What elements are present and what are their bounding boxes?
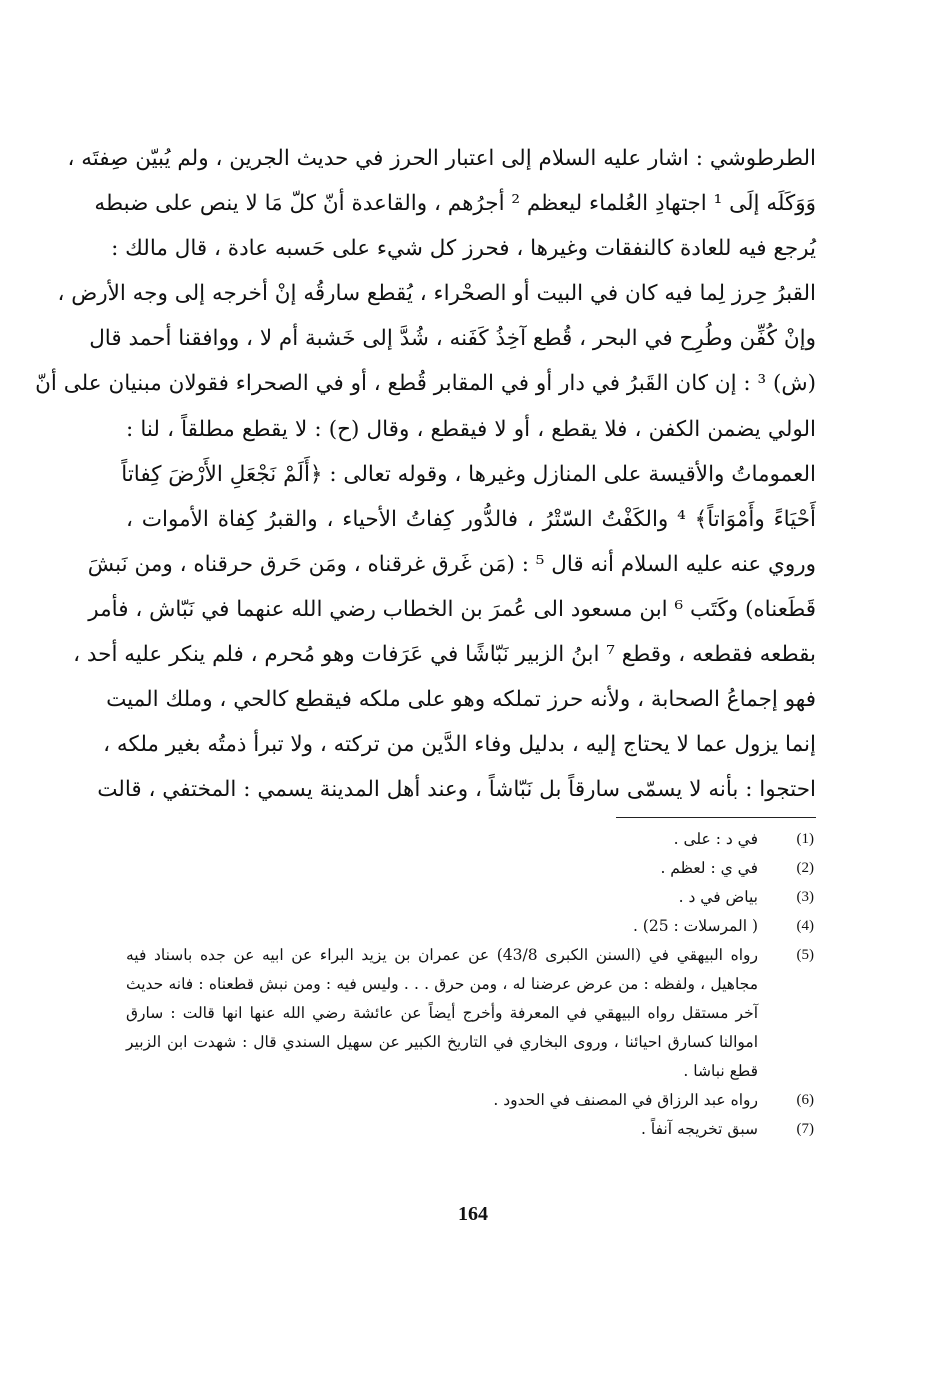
- text-line: فهو إجماعُ الصحابة ، ولأنه حرز تملكه وهو على ملكه فيقطع كالحي ، وملك الميت: [106, 687, 816, 713]
- footnote-text: ( المرسلات : 25) .: [632, 917, 758, 935]
- footnote: [126, 854, 816, 883]
- text-line: قَطَعناه) وكَتَب ⁶ ابن مسعود الى عُمرَ بن الخطاب رضي الله عنهما في نَبّاش ، فأمر: [88, 596, 816, 622]
- footnote: [126, 1086, 816, 1115]
- text-line: وروي عنه عليه السلام أنه قال ⁵ : (مَن غَرق غرقناه ، ومَن حَرق حرقناه ، ومن نَبشَ: [87, 551, 816, 577]
- footnote-text: في د : على .: [673, 830, 758, 848]
- footnote-text: بياض في د .: [678, 888, 758, 906]
- text-line: الولي يضمن الكفن ، فلا يقطع ، أو لا فيقطع ، وقال (ح) : لا يقطع مطلقاً ، لنا :: [126, 416, 816, 442]
- page-number: 164: [458, 1203, 488, 1225]
- footnote-text: رواه عبد الرزاق في المصنف في الحدود .: [493, 1091, 758, 1109]
- footnote-text: رواه البيهقي في (السنن الكبرى 43/8) عن عمران بن يزيد البراء عن ابيه عن جده باسناد فيه مجاهيل ، ولفظه : من عرض عرضنا له ، ومن حرق . . . وليس فيه : ومن نبش قطعناه : فانه حديث آخر مستقل رواه البيهقي في المعرفة وأخرج أيضاً عن عائشة رضي الله عنها انها قالت : سارق اموالنا كسارق احيائنا ، وروى البخاري في التاريخ الكبير عن سهيل السندي قال : شهدت ابن الزبير قطع نباشا .: [126, 946, 758, 1080]
- text-line: الطرطوشي : اشار عليه السلام إلى اعتبار الحرز في حديث الجرين ، ولم يُبيّن صِفتَه ،: [67, 146, 816, 171]
- footnote: [126, 912, 816, 941]
- text-line: احتجوا : بأنه لا يسمّى سارقاً بل نَبّاشاً ، وعند أهل المدينة يسمي : المختفي ، قالت: [97, 777, 816, 803]
- footnote: [126, 825, 816, 854]
- footnote-text: في ي : لعظم .: [660, 859, 758, 877]
- footnote-number: (6): [796, 1092, 814, 1108]
- footnote-number: (7): [796, 1121, 814, 1137]
- footnote: [126, 941, 816, 1086]
- footnote-text: سبق تخريجه آنفاً .: [641, 1120, 758, 1138]
- footnotes: [126, 825, 816, 1144]
- footnote-number: (1): [796, 831, 814, 847]
- text-line: وإنْ كُفِّن وطُرِح في البحر ، قُطع آخِذُ كَفَنه ، شُدَّ إلى خَشبة أم لا ، ووافقنا أحمد قال: [89, 326, 816, 352]
- text-line: (ش) ³ : إن كان القَبرُ في دار أو في المقابر قُطع ، أو في الصحراء فقولان مبنيان على أنّ: [35, 371, 816, 397]
- footnote: [126, 1115, 816, 1144]
- text-line: أَحْيَاءً وأَمْوَاتاً﴾ ⁴ والكَفْتُ السّتْرُ ، فالدُّور كِفاتُ الأحياء ، والقبرُ كِفاة الأموات ،: [126, 506, 816, 532]
- footnote-number: (5): [796, 947, 814, 963]
- footnote-number: (4): [796, 918, 814, 934]
- text-line: وَوَكَلَه إلَى ¹ اجتهادِ العُلماء ليعظم ² أجرُهم ، والقاعدة أنّ كلّ مَا لا ينص على ضبطه: [94, 191, 816, 217]
- footnote-number: (3): [796, 889, 814, 905]
- main-text: [35, 136, 816, 812]
- text-line: العموماتُ والأقيسة على المنازل وغيرها ، وقوله تعالى : ﴿أَلَمْ نَجْعَلِ الأَرْضَ كِفاتاً: [121, 461, 816, 487]
- text-line: إنما يزول عما لا يحتاج إليه ، بدليل وفاء الدَّين من تركته ، ولا تبرأ ذمتُه بغير ملكه ،: [103, 732, 816, 758]
- text-line: يُرجع فيه للعادة كالنفقات وغيرها ، فحرز كل شيء على حَسبه عادة ، قال مالك :: [111, 236, 816, 262]
- text-line: القبرُ حِرز لِما فيه كان في البيت أو الصحْراء ، يُقطع سارقُه إنْ أخرجه إلى وجه الأرض ،: [57, 281, 816, 307]
- text-line: بقطعه فقطعه ، وقطع ⁷ ابنُ الزبير نَبّاشًا في عَرَفات وهو مُحرم ، فلم ينكر عليه أحد ،: [73, 642, 816, 668]
- footnote-number: (2): [796, 860, 814, 876]
- footnote: [126, 883, 816, 912]
- footnote-separator: [616, 817, 816, 818]
